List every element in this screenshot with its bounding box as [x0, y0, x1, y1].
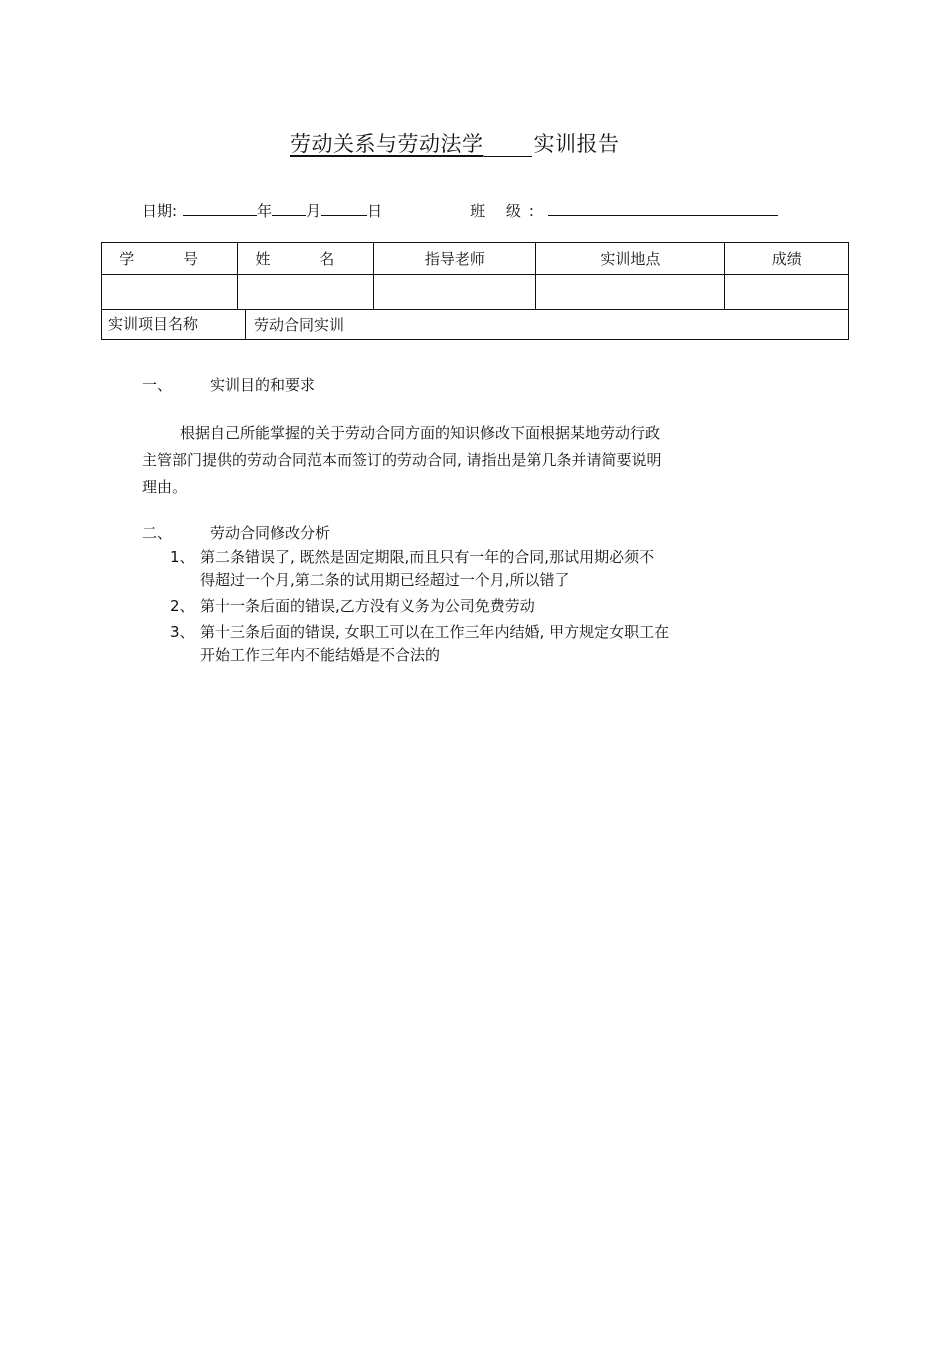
header-student-id: 学 号 — [102, 243, 238, 275]
info-table — [101, 242, 849, 340]
item-1-number: 1、 — [170, 548, 195, 566]
value-instructor[interactable] — [374, 275, 536, 310]
section1-paragraph — [142, 420, 802, 501]
project-value: 劳动合同实训 — [254, 316, 345, 334]
table-value-row — [102, 275, 849, 310]
list-item-3 — [170, 621, 810, 667]
section1-heading — [142, 374, 315, 395]
header-name: 姓 名 — [238, 243, 374, 275]
section2-title: 劳动合同修改分析 — [210, 524, 331, 542]
section2-heading — [142, 522, 330, 543]
report-title — [290, 128, 620, 158]
section1-line-3: 理由。 — [142, 478, 188, 496]
header-score: 成绩 — [725, 243, 849, 275]
section1-title: 实训目的和要求 — [210, 376, 316, 394]
value-score[interactable] — [725, 275, 849, 310]
item-3-line-2: 开始工作三年内不能结婚是不合法的 — [200, 646, 441, 664]
class-label: 班 级: — [470, 202, 542, 220]
project-label: 实训项目名称 — [108, 310, 246, 339]
project-cell — [102, 310, 849, 340]
table-project-row — [102, 310, 849, 340]
table-header-row — [102, 243, 849, 275]
section1-number: 一、 — [142, 376, 173, 394]
item-3-number: 3、 — [170, 623, 195, 641]
month-blank — [272, 200, 306, 216]
list-item-1 — [170, 546, 810, 592]
day-label: 日 — [367, 202, 383, 220]
header-location: 实训地点 — [536, 243, 725, 275]
date-class-line — [142, 200, 778, 221]
class-blank — [548, 200, 778, 216]
value-student-id[interactable] — [102, 275, 238, 310]
item-2-line-1: 第十一条后面的错误,乙方没有义务为公司免费劳动 — [200, 597, 535, 615]
list-item-2 — [170, 595, 810, 618]
day-blank — [321, 200, 367, 216]
section1-line-1: 根据自己所能掌握的关于劳动合同方面的知识修改下面根据某地劳动行政 — [180, 424, 661, 442]
year-label: 年 — [257, 202, 273, 220]
item-3-line-1: 第十三条后面的错误, 女职工可以在工作三年内结婚, 甲方规定女职工在 — [200, 623, 670, 641]
year-blank — [183, 200, 257, 216]
item-1-line-2: 得超过一个月,第二条的试用期已经超过一个月,所以错了 — [200, 571, 570, 589]
item-2-number: 2、 — [170, 597, 195, 615]
title-subject: 劳动关系与劳动法学 — [290, 132, 484, 156]
value-name[interactable] — [238, 275, 374, 310]
title-blank — [484, 155, 532, 157]
value-location[interactable] — [536, 275, 725, 310]
month-label: 月 — [306, 202, 322, 220]
section1-line-2: 主管部门提供的劳动合同范本而签订的劳动合同, 请指出是第几条并请简要说明 — [142, 451, 662, 469]
date-label: 日期: — [142, 202, 178, 220]
item-1-line-1: 第二条错误了, 既然是固定期限,而且只有一年的合同,那试用期必须不 — [200, 548, 655, 566]
section2-number: 二、 — [142, 524, 173, 542]
title-suffix: 实训报告 — [533, 132, 620, 156]
header-instructor: 指导老师 — [374, 243, 536, 275]
section2-list — [170, 546, 810, 670]
